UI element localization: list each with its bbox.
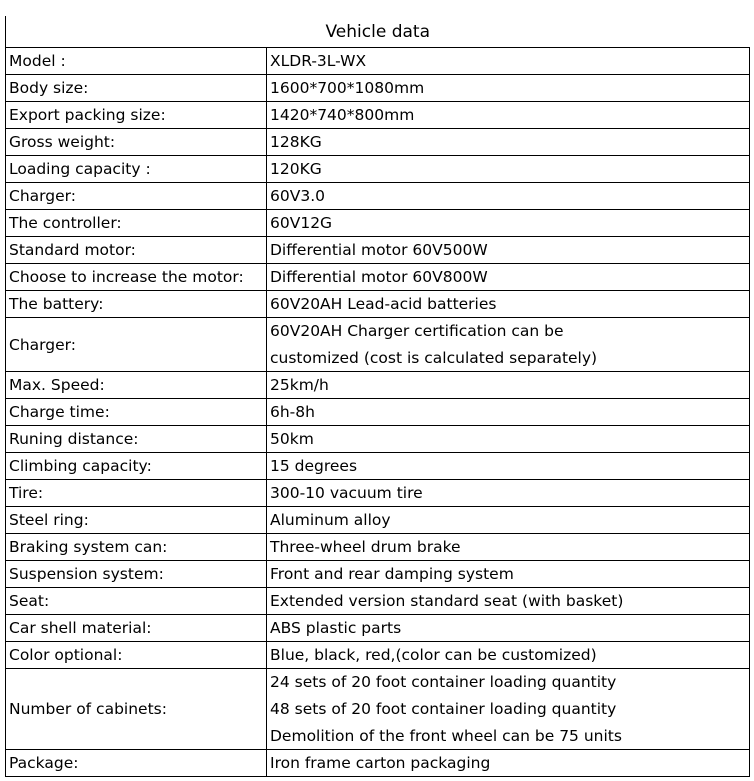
spec-label: Choose to increase the motor: bbox=[6, 264, 267, 291]
spec-row bbox=[6, 588, 750, 615]
spec-label: Body size: bbox=[6, 75, 267, 102]
spec-value bbox=[267, 129, 750, 156]
spec-value bbox=[267, 453, 750, 480]
spec-value bbox=[267, 669, 750, 750]
spec-value bbox=[267, 588, 750, 615]
spec-label: Number of cabinets: bbox=[6, 669, 267, 750]
spec-label: Gross weight: bbox=[6, 129, 267, 156]
spec-value bbox=[267, 750, 750, 777]
spec-label: Steel ring: bbox=[6, 507, 267, 534]
spec-label: Seat: bbox=[6, 588, 267, 615]
spec-value-line: ABS plastic parts bbox=[270, 619, 402, 637]
spec-row bbox=[6, 426, 750, 453]
spec-value-line: 1420*740*800mm bbox=[270, 106, 415, 124]
spec-row bbox=[6, 183, 750, 210]
spec-value bbox=[267, 291, 750, 318]
title-row bbox=[6, 16, 750, 48]
spec-label: Package: bbox=[6, 750, 267, 777]
spec-value-line: 60V20AH Lead-acid batteries bbox=[270, 295, 497, 313]
spec-value-line: 24 sets of 20 foot container loading quantity bbox=[270, 673, 617, 691]
spec-value bbox=[267, 480, 750, 507]
spec-value bbox=[267, 399, 750, 426]
spec-row bbox=[6, 534, 750, 561]
spec-value-line: 48 sets of 20 foot container loading quantity bbox=[270, 700, 617, 718]
vehicle-data-table-body bbox=[6, 16, 750, 777]
spec-label: Tire: bbox=[6, 480, 267, 507]
spec-row bbox=[6, 615, 750, 642]
spec-value bbox=[267, 48, 750, 75]
spec-value-line: Three-wheel drum brake bbox=[270, 538, 461, 556]
spec-row bbox=[6, 75, 750, 102]
spec-value-line: 25km/h bbox=[270, 376, 329, 394]
spec-row bbox=[6, 237, 750, 264]
spec-value-line: 60V12G bbox=[270, 214, 333, 232]
spec-value bbox=[267, 156, 750, 183]
spec-value bbox=[267, 507, 750, 534]
spec-row bbox=[6, 129, 750, 156]
spec-value-line: XLDR-3L-WX bbox=[270, 52, 367, 70]
spec-row bbox=[6, 507, 750, 534]
spec-row bbox=[6, 453, 750, 480]
table-title: Vehicle data bbox=[6, 16, 750, 48]
spec-row bbox=[6, 399, 750, 426]
spec-label: Max. Speed: bbox=[6, 372, 267, 399]
spec-value bbox=[267, 210, 750, 237]
spec-label: Export packing size: bbox=[6, 102, 267, 129]
spec-label: Charger: bbox=[6, 318, 267, 372]
spec-value bbox=[267, 615, 750, 642]
spec-value-line: 1600*700*1080mm bbox=[270, 79, 425, 97]
spec-value-line: 15 degrees bbox=[270, 457, 358, 475]
spec-value-line: Differential motor 60V800W bbox=[270, 268, 488, 286]
spec-value bbox=[267, 534, 750, 561]
spec-row bbox=[6, 561, 750, 588]
spec-value-line: 50km bbox=[270, 430, 314, 448]
spec-label: Car shell material: bbox=[6, 615, 267, 642]
spec-value-line: customized (cost is calculated separately) bbox=[270, 349, 598, 367]
spec-row bbox=[6, 210, 750, 237]
spec-value-line: Extended version standard seat (with basket) bbox=[270, 592, 624, 610]
spec-row bbox=[6, 291, 750, 318]
spec-value bbox=[267, 183, 750, 210]
spec-row bbox=[6, 642, 750, 669]
spec-row bbox=[6, 750, 750, 777]
spec-row bbox=[6, 48, 750, 75]
spec-value-line: Blue, black, red,(color can be customized) bbox=[270, 646, 597, 664]
spec-value-line: Differential motor 60V500W bbox=[270, 241, 488, 259]
spec-value bbox=[267, 318, 750, 372]
spec-label: Climbing capacity: bbox=[6, 453, 267, 480]
spec-label: Loading capacity : bbox=[6, 156, 267, 183]
spec-row bbox=[6, 156, 750, 183]
spec-row bbox=[6, 264, 750, 291]
spec-value-line: 300-10 vacuum tire bbox=[270, 484, 423, 502]
spec-value bbox=[267, 75, 750, 102]
spec-row bbox=[6, 480, 750, 507]
vehicle-data-table bbox=[5, 16, 750, 777]
spec-label: Braking system can: bbox=[6, 534, 267, 561]
spec-row bbox=[6, 372, 750, 399]
spec-value bbox=[267, 372, 750, 399]
spec-value-line: Iron frame carton packaging bbox=[270, 754, 491, 772]
spec-row bbox=[6, 102, 750, 129]
spec-label: The controller: bbox=[6, 210, 267, 237]
spec-label: Suspension system: bbox=[6, 561, 267, 588]
spec-value bbox=[267, 237, 750, 264]
spec-value-line: 60V3.0 bbox=[270, 187, 325, 205]
spec-value bbox=[267, 264, 750, 291]
spec-label: Model : bbox=[6, 48, 267, 75]
spec-value-line: Aluminum alloy bbox=[270, 511, 391, 529]
spec-value bbox=[267, 102, 750, 129]
spec-label: The battery: bbox=[6, 291, 267, 318]
spec-label: Runing distance: bbox=[6, 426, 267, 453]
spec-value bbox=[267, 426, 750, 453]
spec-value bbox=[267, 561, 750, 588]
spec-label: Color optional: bbox=[6, 642, 267, 669]
spec-label: Charger: bbox=[6, 183, 267, 210]
spec-value-line: Front and rear damping system bbox=[270, 565, 514, 583]
spec-label: Standard motor: bbox=[6, 237, 267, 264]
spec-row bbox=[6, 318, 750, 372]
spec-value-line: 6h-8h bbox=[270, 403, 315, 421]
spec-value-line: 120KG bbox=[270, 160, 322, 178]
spec-row bbox=[6, 669, 750, 750]
spec-label: Charge time: bbox=[6, 399, 267, 426]
spec-value-line: 60V20AH Charger certification can be bbox=[270, 322, 564, 340]
spec-value-line: 128KG bbox=[270, 133, 322, 151]
spec-value bbox=[267, 642, 750, 669]
spec-value-line: Demolition of the front wheel can be 75 units bbox=[270, 727, 622, 745]
